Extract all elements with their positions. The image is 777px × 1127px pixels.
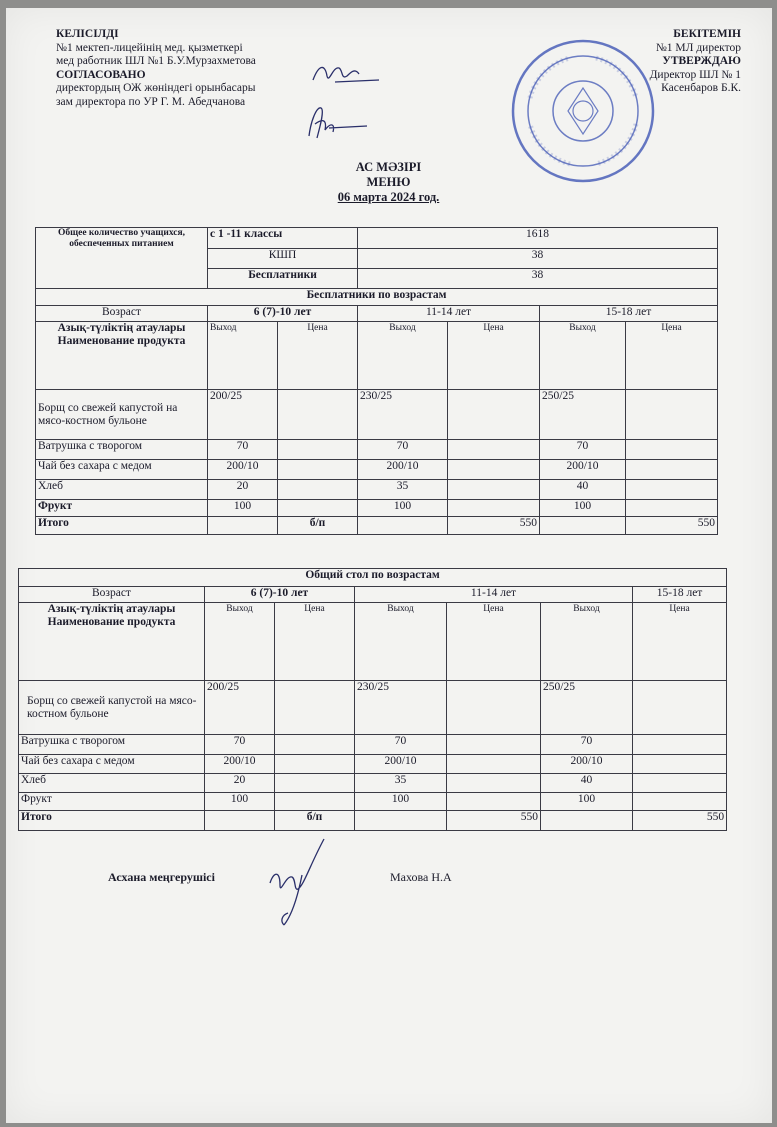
summary-row [36,228,718,249]
output-1: 100 [208,500,278,517]
product-name: Фрукт [19,793,205,811]
title-ru: МЕНЮ [366,175,411,189]
table-row [19,755,727,774]
total-price-3: 550 [626,517,718,535]
column-header-row [36,322,718,390]
output-2: 200/10 [355,755,447,774]
output-3: 250/25 [540,390,626,440]
price-header: Цена [626,322,718,390]
free-meals-table [35,227,718,535]
output-1: 200/10 [208,460,278,480]
table-row [36,500,718,517]
medic-line-kz: №1 мектеп-лицейінің мед. қызметкері [56,41,243,54]
approved-ru-right: УТВЕРЖДАЮ [662,55,741,67]
medic-line-ru: мед работник ШЛ №1 Б.У.Мурзахметова [56,55,256,67]
table-row [19,774,727,793]
table-row [36,390,718,440]
product-name: Чай без сахара с медом [19,755,205,774]
output-2: 35 [355,774,447,793]
output-1: 20 [205,774,275,793]
output-header: Выход [205,603,275,681]
age-group-1: 6 (7)-10 лет [205,587,355,603]
product-name: Хлеб [19,774,205,793]
summary-value-all: 1618 [358,228,718,249]
summary-total-label: Общее количество учащихся, обеспеченных питанием [36,228,208,289]
table-row [36,480,718,500]
director-name: Касенбаров Б.К. [661,82,741,94]
output-1: 20 [208,480,278,500]
total-row [36,517,718,535]
output-1: 70 [208,440,278,460]
output-header: Выход [540,322,626,390]
price-header: Цена [278,322,358,390]
summary-value-kshp: 38 [358,249,718,269]
summary-value-free: 38 [358,269,718,289]
output-3: 200/10 [540,460,626,480]
section-title-free: Бесплатники по возрастам [36,289,718,306]
product-header: Азық-түліктің атаулары Наименование продукта [36,322,208,390]
menu-date: 06 марта 2024 год. [337,190,440,204]
age-header-row [19,587,727,603]
price-header: Цена [633,603,727,681]
output-1: 200/25 [208,390,278,440]
age-group-1: 6 (7)-10 лет [208,306,358,322]
output-3: 100 [540,500,626,517]
summary-label-kshp: КШП [208,249,358,269]
output-2: 35 [358,480,448,500]
product-name: Чай без сахара с медом [36,460,208,480]
medic-signature [305,58,385,88]
title-kz: АС МӘЗІРІ [355,160,422,174]
table-row [19,681,727,735]
output-2: 230/25 [358,390,448,440]
price-header: Цена [275,603,355,681]
total-price-2: 550 [447,811,541,831]
general-table [18,568,727,831]
output-1: 70 [205,735,275,755]
menu-title [0,160,777,205]
director-line-kz: №1 МЛ директор [655,41,741,54]
age-group-3: 15-18 лет [633,587,727,603]
total-price-2: 550 [448,517,540,535]
total-label: Итого [19,811,205,831]
age-label: Возраст [36,306,208,322]
age-group-2: 11-14 лет [358,306,540,322]
table-row [19,793,727,811]
section-title-general: Общий стол по возрастам [19,569,727,587]
deputy-line-ru: зам директора по УР Г. М. Абедчанова [56,95,246,108]
product-name: Ватрушка с творогом [36,440,208,460]
age-header-row [36,306,718,322]
output-header: Выход [541,603,633,681]
output-2: 230/25 [355,681,447,735]
canteen-head-name: Махова Н.А [390,870,452,884]
output-2: 70 [355,735,447,755]
table-row [36,440,718,460]
canteen-head-signature [262,835,332,930]
product-header: Азық-түліктің атаулары Наименование продукта [19,603,205,681]
total-price-3: 550 [633,811,727,831]
output-1: 100 [205,793,275,811]
output-2: 100 [355,793,447,811]
output-3: 40 [540,480,626,500]
age-group-2: 11-14 лет [355,587,633,603]
output-3: 70 [541,735,633,755]
output-3: 40 [541,774,633,793]
product-name: Борщ со свежей капустой на мясо-костном бульоне [19,681,205,735]
summary-label-all: с 1 -11 классы [208,228,358,249]
deputy-signature [295,100,375,145]
total-price-1: б/п [275,811,355,831]
product-name: Ватрушка с творогом [19,735,205,755]
output-2: 200/10 [358,460,448,480]
age-group-3: 15-18 лет [540,306,718,322]
product-name: Хлеб [36,480,208,500]
output-3: 70 [540,440,626,460]
canteen-head-label: Асхана меңгерушісі [108,870,215,884]
column-header-row [19,603,727,681]
output-3: 200/10 [541,755,633,774]
output-2: 100 [358,500,448,517]
agreed-label: СОГЛАСОВАНО [56,68,146,81]
approval-block-left [56,28,256,109]
product-name: Фрукт [36,500,208,517]
deputy-line-kz: директордың ОЖ жөніндегі орынбасары [56,82,256,94]
price-header: Цена [448,322,540,390]
table-row [36,460,718,480]
price-header: Цена [447,603,541,681]
output-2: 70 [358,440,448,460]
output-3: 250/25 [541,681,633,735]
output-1: 200/25 [205,681,275,735]
output-header: Выход [358,322,448,390]
table-row [19,735,727,755]
approval-block-right [650,28,741,96]
summary-label-free: Бесплатники [208,269,358,289]
output-3: 100 [541,793,633,811]
output-header: Выход [355,603,447,681]
total-label: Итого [36,517,208,535]
output-1: 200/10 [205,755,275,774]
product-name: Борщ со свежей капустой на мясо-костном бульоне [36,390,208,440]
age-label: Возраст [19,587,205,603]
output-header: Выход [208,322,278,390]
approved-kz-label: КЕЛІСІЛДІ [56,28,119,40]
director-line-ru: Директор ШЛ № 1 [649,68,741,81]
total-row [19,811,727,831]
approved-kz-right: БЕКІТЕМІН [673,28,741,40]
total-price-1: б/п [278,517,358,535]
